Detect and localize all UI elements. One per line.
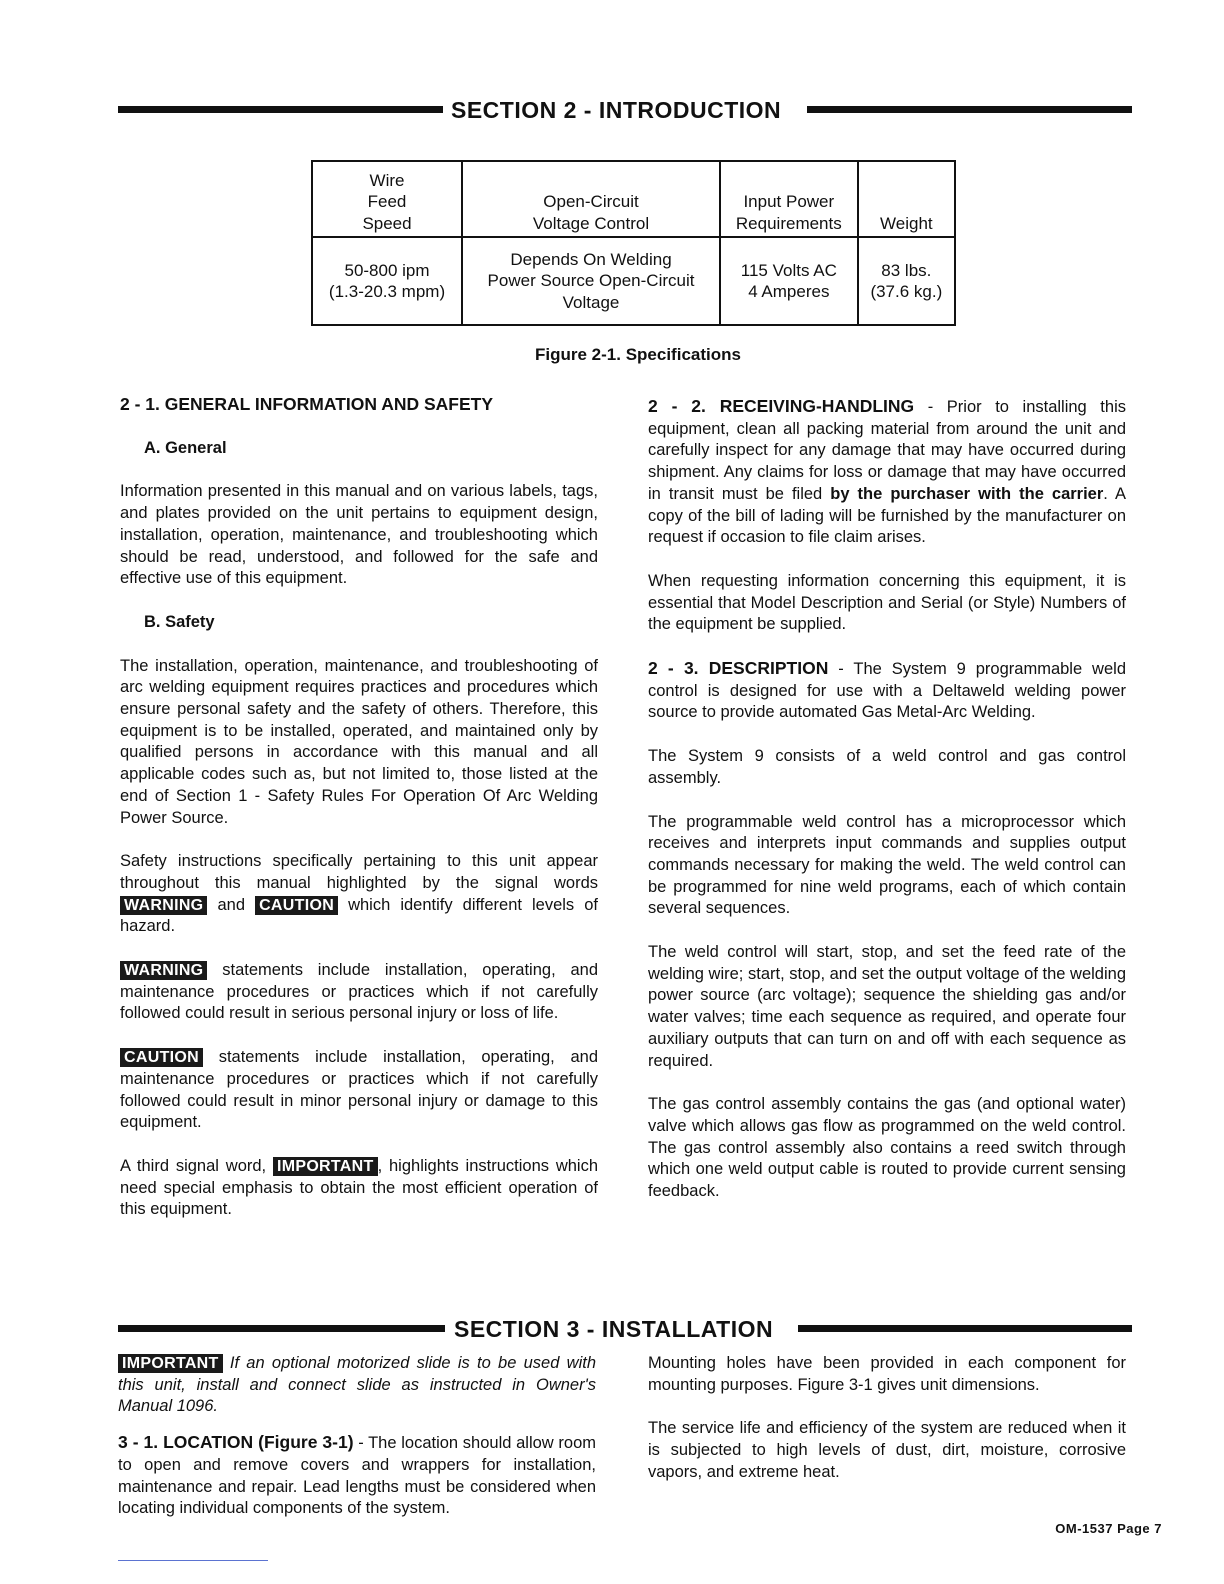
left-column — [120, 394, 598, 1221]
header-rule-left — [118, 106, 443, 113]
receiving-text-a: - Prior to installing this equipment, clean all packing material from around the unit and carefully inspect for any damage that may have occurred during shipment. Any claims for loss or damage that may have occurred in transit must be filed — [648, 398, 1126, 503]
paragraph-signal-words — [120, 851, 598, 938]
paragraph-gas-control: The gas control assembly contains the gas (and optional water) valve which allows gas flow as programmed on the weld control. The gas control assembly also contains a reed switch through which one weld output cable is routed to provide current sensing feedback. — [648, 1095, 1126, 1201]
spec-header-row — [312, 161, 955, 237]
description-text: - The System 9 programmable weld control is designed for use with a Deltaweld welding power source to provide automated Gas Metal-Arc Welding. — [648, 660, 1126, 722]
spec-header-wire-feed-speed — [312, 161, 462, 237]
warning-signal-label: WARNING — [120, 961, 207, 980]
paragraph-safety: The installation, operation, maintenance, and troubleshooting of arc welding equipment requires practices and procedures which ensure personal safety and the safety of others. Therefore, this equipment is to be installed, operated, and maintained only by qualified persons in accordance with this manual and all applicable codes such as, but not limited to, those listed at the end of Section 1 - Safety Rules For Operation Of Arc Welding Power Source. — [120, 656, 598, 827]
spec-value-line: (1.3-20.3 mpm) — [328, 282, 446, 301]
warning-signal-label: WARNING — [120, 896, 207, 915]
spec-value-line: 50-800 ipm — [344, 260, 430, 280]
spec-header-line: Speed — [362, 213, 412, 233]
spec-value-line: Voltage — [562, 292, 620, 312]
paragraph-system-consists: The System 9 consists of a weld control and gas control assembly. — [648, 747, 1126, 787]
header-rule-right — [807, 106, 1132, 113]
subheading-safety: B. Safety — [144, 612, 215, 631]
spec-value-row — [312, 237, 955, 325]
spec-header-line: Weight — [880, 213, 933, 233]
receiving-text-bold: by the purchaser with the carrier — [830, 484, 1104, 503]
spec-header-voltage-control — [462, 161, 720, 237]
left-column-section-3 — [118, 1353, 596, 1520]
signal-and-text: and — [217, 895, 246, 914]
paragraph-location — [118, 1432, 596, 1520]
caution-text: statements include installation, operating, and maintenance procedures or practices which if not carefully followed could result in minor personal injury or damage to this equipment. — [120, 1048, 598, 1132]
spec-value-line: 4 Amperes — [748, 282, 830, 301]
section-3-title: SECTION 3 - INSTALLATION — [454, 1316, 774, 1342]
spec-header-line: Voltage Control — [532, 213, 650, 233]
warning-text: statements include installation, operating, and maintenance procedures or practices which if not carefully followed could result in serious personal injury or loss of life. — [120, 961, 598, 1023]
important-signal-label: IMPORTANT — [273, 1157, 378, 1176]
spec-header-weight — [858, 161, 955, 237]
section-2-title: SECTION 2 - INTRODUCTION — [451, 97, 782, 123]
heading-3-1: 3 - 1. LOCATION (Figure 3-1) — [118, 1432, 354, 1453]
heading-2-2: 2 - 2. RECEIVING-HANDLING — [648, 396, 915, 416]
important-intro-text: A third signal word, — [120, 1156, 267, 1175]
spec-header-line: Open-Circuit — [543, 192, 639, 211]
heading-2-1: 2 - 1. GENERAL INFORMATION AND SAFETY — [120, 394, 494, 414]
page-footer: OM-1537 Page 7 — [1055, 1521, 1162, 1536]
signal-end-text: which identify different levels of hazard. — [120, 895, 598, 936]
spec-value-weight — [858, 237, 955, 325]
spec-header-input-power — [720, 161, 858, 237]
paragraph-mounting-holes: Mounting holes have been provided in each component for mounting purposes. Figure 3-1 gives unit dimensions. — [648, 1354, 1126, 1394]
spec-value-line: Power Source Open-Circuit — [487, 271, 695, 291]
paragraph-caution — [120, 1047, 598, 1134]
specifications-table — [311, 160, 956, 326]
paragraph-service-life: The service life and efficiency of the system are reduced when it is subjected to high levels of dust, dirt, moisture, corrosive vapors, and extreme heat. — [648, 1419, 1126, 1481]
spec-value-line: 83 lbs. — [881, 260, 932, 280]
paragraph-requesting-info: When requesting information concerning this equipment, it is essential that Model Description and Serial (or Style) Numbers of the equipment be supplied. — [648, 571, 1126, 634]
location-text: - The location should allow room to open and remove covers and wrappers for installation, maintenance and repair. Lead lengths must be considered when locating individual components of the system. — [118, 1434, 596, 1518]
spec-header-line: Wire — [369, 170, 405, 190]
paragraph-receiving-handling — [648, 396, 1126, 549]
spec-value-voltage-control — [462, 237, 720, 325]
paragraph-warning — [120, 960, 598, 1025]
section-3-header — [118, 1314, 1132, 1344]
subheading-general: A. General — [144, 438, 227, 457]
paragraph-general: Information presented in this manual and on various labels, tags, and plates provided on the unit pertains to equipment design, installation, operation, maintenance, and troubleshooting which should be read, understood, and followed for the safe and effective use of this equipment. — [120, 482, 598, 588]
figure-caption: Figure 2-1. Specifications — [535, 345, 741, 364]
important-signal-label: IMPORTANT — [118, 1354, 223, 1373]
paragraph-important-slide — [118, 1353, 596, 1418]
spec-header-line: Requirements — [735, 213, 842, 233]
paragraph-weld-control: The programmable weld control has a microprocessor which receives and interprets input commands and supplies output commands necessary for making the weld. The weld control can be programmed for nine weld programs, each of which contain several sequences. — [648, 812, 1126, 918]
important-slide-text: If an optional motorized slide is to be used with this unit, install and connect slide as instructed in Owner's Manual 1096. — [118, 1354, 597, 1416]
paragraph-description — [648, 658, 1126, 724]
spec-value-line: Depends On Welding — [510, 249, 672, 269]
paragraph-important — [120, 1156, 598, 1221]
important-text: , highlights instructions which need special emphasis to obtain the most efficient operation of this equipment. — [120, 1156, 599, 1219]
spec-value-line: (37.6 kg.) — [870, 282, 943, 301]
paragraph-weld-control-functions: The weld control will start, stop, and set the feed rate of the welding wire; start, stop, and set the output voltage of the welding power source (arc voltage); sequence the shielding gas and/or water valves; time each sequence as required, and operate four auxiliary outputs that can turn on and off with each sequence as required. — [648, 943, 1126, 1070]
spec-value-input-power — [720, 237, 858, 325]
page-edge-mark — [118, 1560, 268, 1561]
caution-signal-label: CAUTION — [120, 1048, 203, 1067]
signal-intro-text: Safety instructions specifically pertaining to this unit appear throughout this manual highlighted by the signal words — [120, 852, 598, 892]
heading-2-3: 2 - 3. DESCRIPTION — [648, 658, 829, 679]
spec-header-line: Input Power — [743, 192, 835, 211]
spec-header-line: Feed — [367, 192, 407, 211]
spec-value-line: 115 Volts AC — [740, 260, 837, 280]
spec-value-wire-feed-speed — [312, 237, 462, 325]
caution-signal-label: CAUTION — [255, 896, 338, 915]
header-rule-left — [118, 1325, 445, 1332]
right-column-section-3 — [648, 1353, 1126, 1484]
section-2-header — [118, 95, 1132, 125]
receiving-text-c: . A copy of the bill of lading will be furnished by the manufacturer on request if occasion to file claim arises. — [648, 484, 1126, 547]
header-rule-right — [798, 1325, 1132, 1332]
right-column — [648, 396, 1126, 1203]
